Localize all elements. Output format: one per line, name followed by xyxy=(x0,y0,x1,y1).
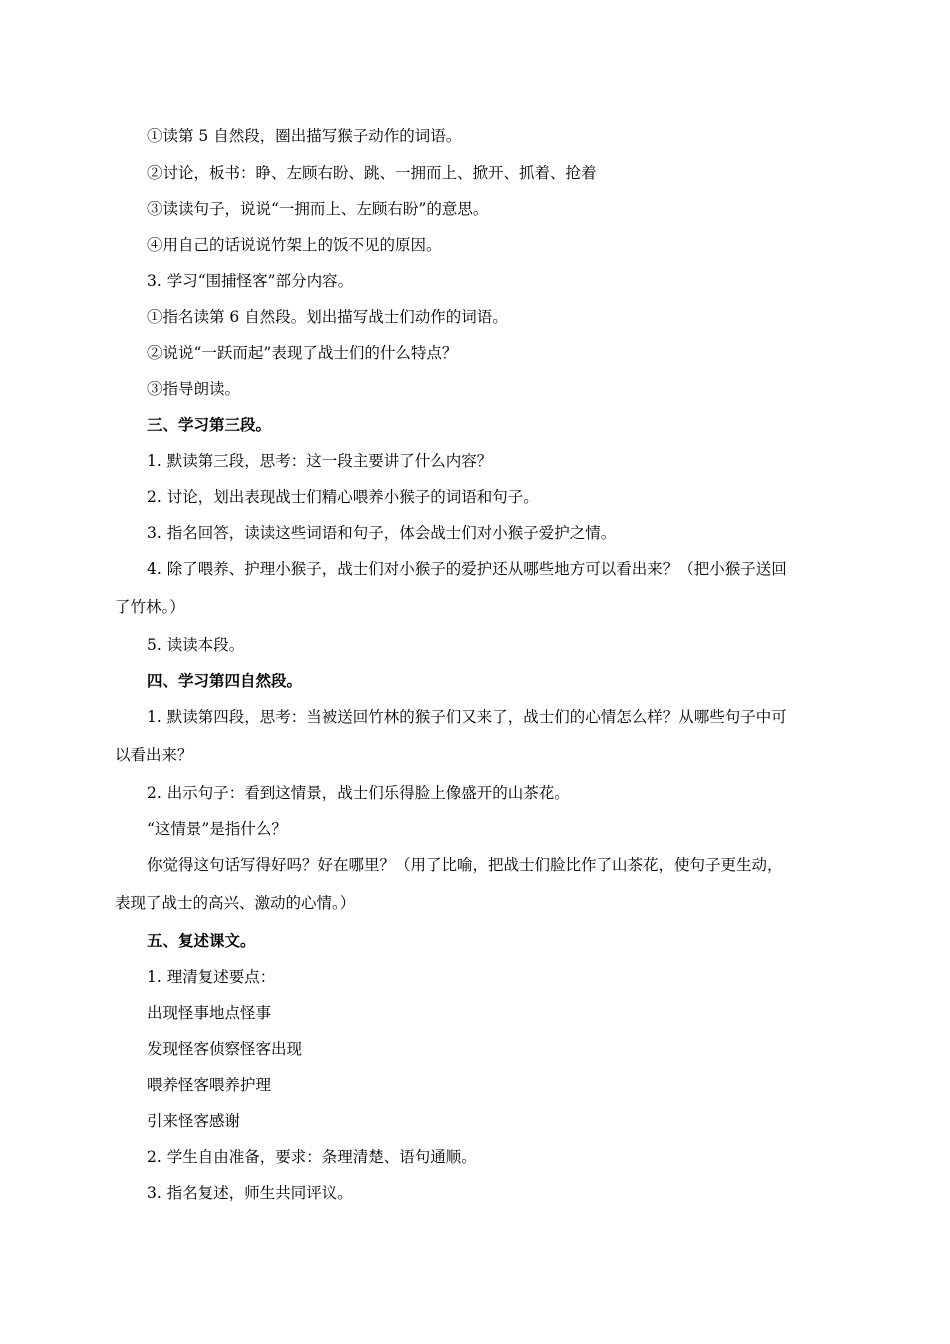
section-heading: 五、复述课文。 xyxy=(147,931,256,950)
text-line: ④用自己的话说说竹架上的饭不见的原因。 xyxy=(147,236,442,254)
text-line: 喂养怪客喂养护理 xyxy=(147,1076,272,1094)
text-line: 引来怪客感谢 xyxy=(147,1112,241,1130)
text-line: “这情景”是指什么？ xyxy=(147,820,287,838)
text-line: ③指导朗读。 xyxy=(147,380,241,398)
text-line: 了竹林。） xyxy=(115,598,185,616)
text-line: 4. 除了喂养、护理小猴子，战士们对小猴子的爱护还从哪些地方可以看出来？（把小猴子送回 xyxy=(147,560,787,578)
text-line: 2. 学生自由准备，要求：条理清楚、语句通顺。 xyxy=(147,1148,477,1166)
text-line: 1. 默读第三段，思考：这一段主要讲了什么内容？ xyxy=(147,452,493,470)
text-line: ②说说“一跃而起”表现了战士们的什么特点？ xyxy=(147,344,458,362)
text-line: 你觉得这句话写得好吗？好在哪里？（用了比喻，把战士们脸比作了山茶花，使句子更生动， xyxy=(147,856,783,874)
text-line: 1. 默读第四段，思考：当被送回竹林的猴子们又来了，战士们的心情怎么样？从哪些句子中可 xyxy=(147,708,787,726)
text-line: ②讨论，板书：睁、左顾右盼、跳、一拥而上、掀开、抓着、抢着 xyxy=(147,164,597,182)
text-line: 出现怪事地点怪事 xyxy=(147,1004,272,1022)
section-heading: 三、学习第三段。 xyxy=(147,415,272,434)
text-line: 3. 指名复述，师生共同评议。 xyxy=(147,1184,353,1202)
text-line: 发现怪客侦察怪客出现 xyxy=(147,1040,303,1058)
text-line: ③读读句子，说说“一拥而上、左顾右盼”的意思。 xyxy=(147,200,489,218)
text-line: 以看出来？ xyxy=(115,746,193,764)
text-line: 2. 出示句子：看到这情景，战士们乐得脸上像盛开的山茶花。 xyxy=(147,784,570,802)
text-line: 表现了战士的高兴、激动的心情。） xyxy=(115,894,356,912)
text-line: 3. 学习“围捕怪客”部分内容。 xyxy=(147,272,354,290)
text-line: 2. 讨论，划出表现战士们精心喂养小猴子的词语和句子。 xyxy=(147,488,539,506)
text-line: 1. 理清复述要点： xyxy=(147,968,276,986)
text-line: ①读第 5 自然段，圈出描写猴子动作的词语。 xyxy=(147,127,462,145)
text-line: ①指名读第 6 自然段。划出描写战士们动作的词语。 xyxy=(147,308,508,326)
section-heading: 四、学习第四自然段。 xyxy=(147,671,303,690)
text-line: 5. 读读本段。 xyxy=(147,636,245,654)
text-line: 3. 指名回答，读读这些词语和句子，体会战士们对小猴子爱护之情。 xyxy=(147,524,617,542)
